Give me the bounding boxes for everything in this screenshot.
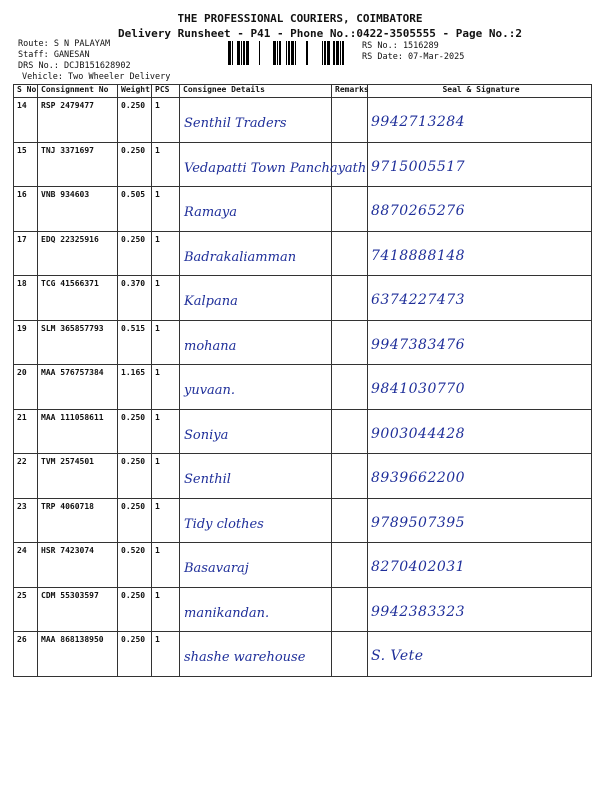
consignee-handwriting: shashe warehouse: [184, 650, 306, 665]
cell-consignment: MAA 868138950: [38, 632, 118, 677]
barcode-bar: [246, 41, 249, 65]
cell-consignee: [180, 231, 332, 276]
cell-consignee: [180, 498, 332, 543]
cell-signature: [368, 632, 592, 677]
barcode-bar: [340, 41, 341, 65]
consignee-handwriting: mohana: [184, 338, 237, 354]
barcode-bar: [322, 41, 323, 65]
barcode-bar: [327, 41, 330, 65]
cell-sno: 26: [14, 632, 38, 677]
rs-number: RS No.: 1516289: [362, 41, 439, 51]
cell-consignment: EDQ 22325916: [38, 231, 118, 276]
cell-pcs: 1: [152, 409, 180, 454]
table-row: [14, 454, 592, 499]
table-row: [14, 187, 592, 232]
cell-consignment: TRP 4060718: [38, 498, 118, 543]
cell-remarks: [332, 409, 368, 454]
cell-pcs: 1: [152, 632, 180, 677]
consignee-handwriting: manikandan.: [184, 605, 270, 621]
cell-remarks: [332, 320, 368, 365]
cell-signature: [368, 409, 592, 454]
cell-signature: [368, 587, 592, 632]
consignee-handwriting: Basavaraj: [184, 561, 249, 576]
signature-handwriting: 9841030770: [371, 381, 466, 397]
barcode-bar: [277, 41, 278, 65]
cell-sno: 22: [14, 454, 38, 499]
col-header-consignment: Consignment No: [38, 85, 118, 98]
consignee-handwriting: Tidy clothes: [184, 516, 264, 532]
runsheet-table: [13, 84, 592, 677]
cell-consignee: [180, 409, 332, 454]
barcode-bar: [241, 41, 242, 65]
barcode-bar: [237, 41, 240, 65]
cell-pcs: 1: [152, 142, 180, 187]
cell-consignment: TNJ 3371697: [38, 142, 118, 187]
cell-pcs: 1: [152, 98, 180, 143]
staff-label: Staff: GANESAN: [18, 50, 90, 60]
cell-signature: [368, 543, 592, 588]
cell-consignee: [180, 365, 332, 410]
cell-sno: 19: [14, 320, 38, 365]
signature-handwriting: 9947383476: [371, 336, 466, 353]
cell-pcs: 1: [152, 587, 180, 632]
cell-weight: 0.515: [118, 320, 152, 365]
barcode-bar: [288, 41, 290, 65]
consignee-handwriting: yuvaan.: [184, 383, 236, 398]
cell-consignee: [180, 276, 332, 321]
cell-sno: 24: [14, 543, 38, 588]
table-row: [14, 98, 592, 143]
cell-weight: 0.250: [118, 454, 152, 499]
cell-remarks: [332, 365, 368, 410]
cell-remarks: [332, 98, 368, 143]
cell-remarks: [332, 231, 368, 276]
cell-weight: 0.250: [118, 409, 152, 454]
col-header-pcs: PCS: [152, 85, 180, 98]
table-row: [14, 231, 592, 276]
cell-consignee: [180, 543, 332, 588]
signature-handwriting: 9942713284: [371, 114, 466, 130]
cell-weight: 0.250: [118, 587, 152, 632]
barcode-bar: [228, 41, 231, 65]
consignee-handwriting: Soniya: [184, 427, 229, 443]
col-header-weight: Weight: [118, 85, 152, 98]
barcode-bar: [306, 41, 308, 65]
table-row: [14, 543, 592, 588]
cell-pcs: 1: [152, 187, 180, 232]
cell-sno: 15: [14, 142, 38, 187]
consignee-handwriting: Kalpana: [184, 294, 238, 309]
cell-consignment: HSR 7423074: [38, 543, 118, 588]
cell-pcs: 1: [152, 276, 180, 321]
vehicle-label: Vehicle: Two Wheeler Delivery: [22, 72, 171, 82]
cell-consignment: TCG 41566371: [38, 276, 118, 321]
table-row: [14, 498, 592, 543]
cell-signature: [368, 365, 592, 410]
table-row: [14, 632, 592, 677]
barcode-bar: [342, 41, 344, 65]
consignee-handwriting: Badrakaliamman: [184, 249, 297, 265]
cell-weight: 0.520: [118, 543, 152, 588]
signature-handwriting: 8939662200: [371, 470, 466, 486]
consignee-handwriting: Senthil Traders: [184, 116, 287, 131]
col-header-consignee: Consignee Details: [180, 85, 332, 98]
cell-weight: 0.250: [118, 142, 152, 187]
barcode-bar: [279, 41, 281, 65]
cell-remarks: [332, 498, 368, 543]
table-row: [14, 142, 592, 187]
cell-consignment: CDM 55303597: [38, 587, 118, 632]
consignee-handwriting: Vedapatti Town Panchayath: [184, 160, 367, 176]
cell-sno: 17: [14, 231, 38, 276]
barcode-bar: [232, 41, 233, 65]
cell-signature: [368, 187, 592, 232]
cell-pcs: 1: [152, 543, 180, 588]
col-header-remarks: Remarks: [332, 85, 368, 98]
cell-signature: [368, 231, 592, 276]
drs-label: DRS No.: DCJB151628902: [18, 61, 131, 71]
barcode-bar: [333, 41, 335, 65]
cell-pcs: 1: [152, 365, 180, 410]
barcode-bar: [259, 41, 260, 65]
signature-handwriting: 9789507395: [371, 514, 466, 531]
cell-remarks: [332, 454, 368, 499]
cell-signature: [368, 142, 592, 187]
consignee-handwriting: Senthil: [184, 472, 231, 487]
table-header-row: [14, 85, 592, 98]
cell-sno: 14: [14, 98, 38, 143]
table-row: [14, 276, 592, 321]
cell-weight: 0.505: [118, 187, 152, 232]
barcode-bar: [336, 41, 339, 65]
signature-handwriting: 8870265276: [371, 203, 466, 219]
cell-consignment: RSP 2479477: [38, 98, 118, 143]
cell-signature: [368, 454, 592, 499]
cell-signature: [368, 98, 592, 143]
cell-consignee: [180, 187, 332, 232]
cell-remarks: [332, 632, 368, 677]
cell-pcs: 1: [152, 498, 180, 543]
cell-sno: 23: [14, 498, 38, 543]
rs-date: RS Date: 07-Mar-2025: [362, 52, 465, 62]
cell-pcs: 1: [152, 231, 180, 276]
cell-consignment: SLM 365857793: [38, 320, 118, 365]
cell-consignee: [180, 587, 332, 632]
table-row: [14, 320, 592, 365]
cell-consignee: [180, 142, 367, 187]
barcode-bar: [286, 41, 287, 65]
cell-sno: 18: [14, 276, 38, 321]
cell-consignee: [180, 632, 332, 677]
barcode-bar: [291, 41, 294, 65]
cell-remarks: [332, 187, 368, 232]
col-header-signature: Seal & Signature: [368, 85, 592, 98]
barcode-bar: [273, 41, 276, 65]
cell-remarks: [332, 276, 368, 321]
cell-consignment: MAA 576757384: [38, 365, 118, 410]
consignee-handwriting: Ramaya: [184, 205, 238, 220]
cell-sno: 20: [14, 365, 38, 410]
cell-remarks: [332, 543, 368, 588]
cell-signature: [368, 276, 592, 321]
cell-consignment: MAA 111058611: [38, 409, 118, 454]
cell-weight: 0.370: [118, 276, 152, 321]
cell-remarks: [332, 587, 368, 632]
cell-consignee: [180, 320, 332, 365]
cell-weight: 0.250: [118, 632, 152, 677]
cell-sno: 16: [14, 187, 38, 232]
cell-weight: 1.165: [118, 365, 152, 410]
route-label: Route: S N PALAYAM: [18, 39, 111, 49]
table-row: [14, 365, 592, 410]
signature-handwriting: 9942383323: [371, 603, 466, 620]
barcode-image: [228, 41, 354, 65]
signature-handwriting: 7418888148: [371, 247, 466, 264]
cell-consignment: VNB 934603: [38, 187, 118, 232]
cell-consignee: [180, 98, 332, 143]
table-body: [14, 98, 592, 677]
cell-sno: 25: [14, 587, 38, 632]
cell-weight: 0.250: [118, 98, 152, 143]
cell-consignment: TVM 2574501: [38, 454, 118, 499]
barcode-bar: [295, 41, 296, 65]
barcode-bar: [324, 41, 326, 65]
signature-handwriting: 8270402031: [371, 559, 466, 575]
cell-pcs: 1: [152, 454, 180, 499]
cell-weight: 0.250: [118, 231, 152, 276]
barcode-bar: [243, 41, 245, 65]
table-row: [14, 409, 592, 454]
col-header-sno: S No: [14, 85, 38, 98]
cell-weight: 0.250: [118, 498, 152, 543]
signature-handwriting: 6374227473: [371, 292, 466, 308]
cell-sno: 21: [14, 409, 38, 454]
signature-handwriting: 9715005517: [371, 158, 466, 175]
runsheet-title: Delivery Runsheet - P41 - Phone No.:0422-3505555 - Page No.:2: [118, 27, 522, 40]
signature-handwriting: 9003044428: [371, 425, 466, 442]
cell-signature: [368, 320, 592, 365]
signature-handwriting: S. Vete: [371, 648, 424, 664]
cell-pcs: 1: [152, 320, 180, 365]
cell-signature: [368, 498, 592, 543]
table-row: [14, 587, 592, 632]
cell-consignee: [180, 454, 332, 499]
company-title: THE PROFESSIONAL COURIERS, COIMBATORE: [177, 12, 423, 25]
